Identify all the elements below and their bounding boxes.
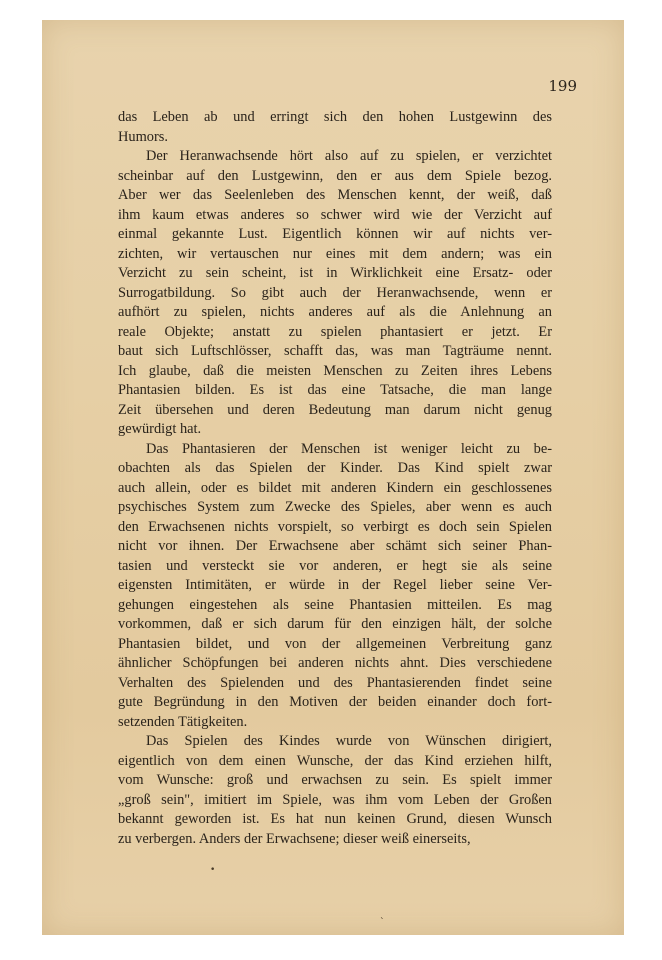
text-line: zichten, wir vertauschen nur eines mit dem andern; was ein (118, 245, 552, 262)
text-line: Humors. (118, 128, 168, 145)
text-line: tasien und versteckt sie vor anderen, er hegt sie als seine (118, 557, 552, 574)
text-line: Verhalten des Spielenden und des Phantasierenden findet seine (118, 674, 552, 691)
text-line: eigentlich von dem einen Wunsche, der das Kind erziehen hilft, (118, 752, 552, 769)
text-line: Zeit übersehen und deren Bedeutung man darum nicht genug (118, 401, 552, 418)
ink-speck: • (210, 865, 216, 875)
text-line: Phantasien bilden. Es ist das eine Tatsache, die man lange (118, 382, 552, 398)
text-line: Aber wer das Seelenleben des Menschen kennt, der weiß, daß (118, 187, 552, 203)
text-line: baut sich Luftschlösser, schafft das, was man Tagträume nennt. (118, 343, 552, 359)
paragraph (118, 440, 552, 733)
text-line: zu verbergen. Anders der Erwachsene; dieser weiß einerseits, (118, 830, 471, 847)
text-line: Der Heranwachsende hört also auf zu spielen, er verzichtet (146, 148, 552, 164)
text-line: Surrogatbildung. So gibt auch der Heranwachsende, wenn er (118, 284, 552, 301)
text-line: auch allein, oder es bildet mit anderen Kindern ein geschlossenes (118, 479, 552, 496)
text-line: setzenden Tätigkeiten. (118, 713, 248, 730)
text-line: nicht vor ihnen. Der Erwachsene aber schämt sich seiner Phan- (118, 538, 552, 554)
text-line: ähnlicher Schöpfungen bei anderen nichts ahnt. Dies verschiedene (118, 655, 552, 671)
text-line: vom Wunsche: groß und erwachsen zu sein. Es spielt immer (118, 772, 552, 788)
text-line: scheinbar auf den Lustgewinn, den er aus dem Spiele bezog. (118, 167, 552, 184)
text-line: Verzicht zu sein scheint, ist in Wirklichkeit eine Ersatz- oder (118, 265, 552, 281)
text-line: gute Begründung in den Motiven der beiden einander doch fort- (118, 694, 552, 710)
text-line: den Erwachsenen nichts vorspielt, so verbirgt es doch sein Spielen (118, 518, 552, 535)
paragraph (118, 108, 552, 147)
text-line: Ich glaube, daß die meisten Menschen zu Zeiten ihres Lebens (118, 362, 552, 379)
text-line: ihm kaum etwas anderes so schwer wird wie der Verzicht auf (118, 206, 552, 223)
text-line: gehungen eingestehen als seine Phantasien mitteilen. Es mag (118, 596, 552, 613)
text-line: Das Phantasieren der Menschen ist weniger leicht zu be- (146, 440, 552, 457)
text-line: obachten als das Spielen der Kinder. Das Kind spielt zwar (118, 460, 552, 476)
text-line: das Leben ab und erringt sich den hohen Lustgewinn des (118, 109, 552, 125)
book-page (42, 20, 624, 935)
text-line: Das Spielen des Kindes wurde von Wünschen dirigiert, (146, 733, 552, 749)
text-line: aufhört zu spielen, nichts anderes auf als die Anlehnung an (118, 304, 552, 320)
paragraph (118, 147, 552, 440)
text-line: vorkommen, daß er sich darum für den einzigen hält, der solche (118, 616, 552, 632)
text-line: reale Objekte; anstatt zu spielen phantasiert er jetzt. Er (118, 323, 552, 340)
text-line: Phantasien bildet, und von der allgemeinen Verbreitung ganz (118, 635, 552, 652)
text-line: psychisches System zum Zwecke des Spieles, aber wenn es auch (118, 499, 552, 515)
paragraph (118, 732, 552, 849)
body-text (118, 108, 552, 849)
text-line: einmal gekannte Lust. Eigentlich können wir auf nichts ver- (118, 226, 552, 242)
text-line: „groß sein", imitiert im Spiele, was ihm vom Leben der Großen (118, 791, 552, 808)
page-number: 199 (548, 77, 577, 95)
ink-speck: ˎ (380, 910, 385, 920)
text-line: bekannt geworden ist. Es hat nun keinen Grund, diesen Wunsch (118, 811, 552, 827)
text-line: gewürdigt hat. (118, 421, 202, 437)
text-line: eigensten Intimitäten, er würde in der Regel lieber seine Ver- (118, 577, 552, 593)
